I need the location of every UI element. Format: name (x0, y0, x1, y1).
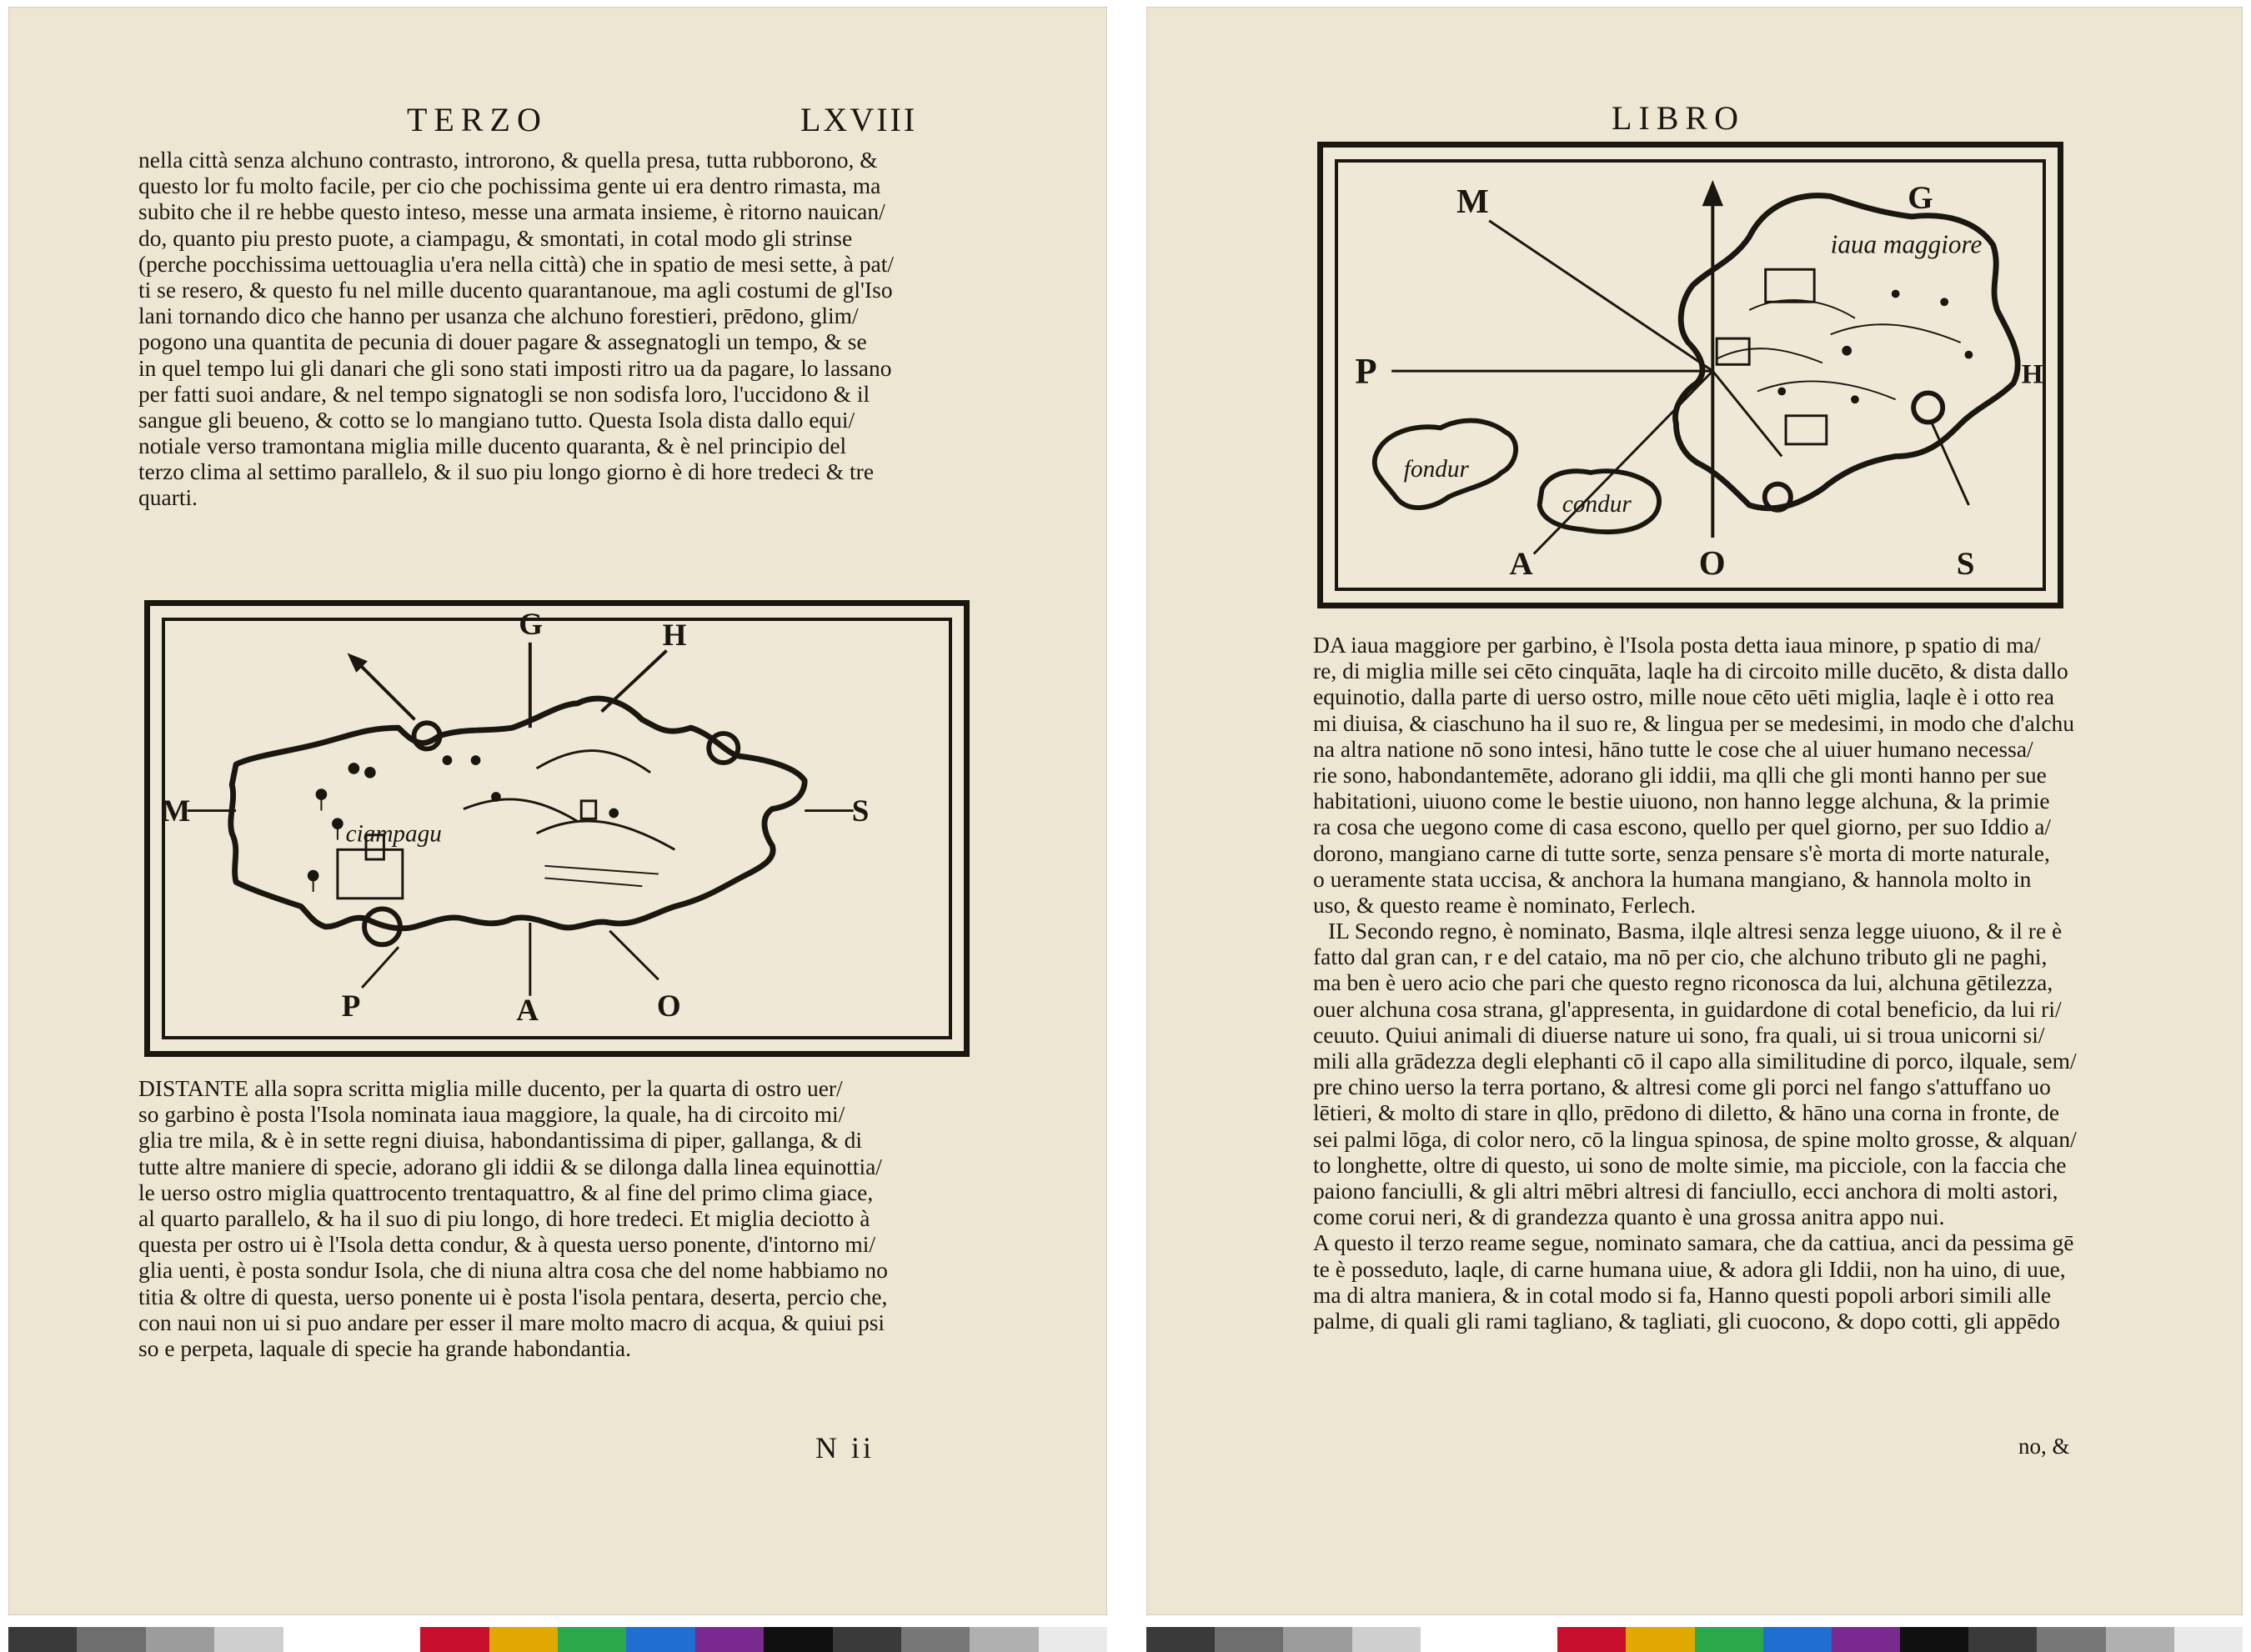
text-line: mili alla grādezza degli elephanti cō il capo alla similitudine di porco, ilquale, sem/ (1313, 1048, 2077, 1074)
text-line: questa per ostro ui è l'Isola detta condur, & à questa uerso ponente, d'intorno mi/ (138, 1231, 876, 1258)
svg-text:A: A (1509, 545, 1533, 582)
text-line: A questo il terzo reame segue, nominato samara, che da cattiua, anci da pessima gē (1313, 1229, 2074, 1256)
text-line: con naui non ui si puo andare per esser il mare molto macro di acqua, & quiui psi (138, 1309, 885, 1335)
island-label-fondur: fondur (1403, 455, 1469, 483)
text-line: in quel tempo lui gli danari che gli sono stati imposti ritro ua da pagare, lo lassano (138, 354, 892, 381)
text-line: do, quanto piu presto puote, a ciampagu, & smontati, in cotal modo gli strinse (138, 224, 853, 251)
color-patch (558, 1627, 626, 1652)
running-head-left: TERZO (407, 101, 548, 138)
color-patch (214, 1627, 283, 1652)
color-patch (626, 1627, 694, 1652)
left-text-top (138, 147, 894, 511)
text-line: DISTANTE alla sopra scritta miglia mille ducento, per la quarta di ostro uer/ (138, 1075, 843, 1101)
text-line: na altra natione nō sono intesi, hāno tutte le cose che al uiuer humano necessa/ (1313, 735, 2033, 762)
text-line: dorono, mangiano carne di tutte sorte, senza pensare s'è morta di morte naturale, (1313, 839, 2050, 866)
right-text-block (1313, 632, 2077, 1334)
text-line: to longhette, oltre di questo, ui sono de molte simie, ma picciole, con la faccia che (1313, 1151, 2067, 1178)
text-line: rie sono, habondantemēte, adorano gli iddii, ma qlli che gli monti hanno per sue (1313, 761, 2047, 788)
text-line: re, di miglia mille sei cēto cinquāta, laqle ha di circoito mille ducēto, & dista dallo (1313, 658, 2068, 684)
color-calibration-bar-right (1146, 1627, 2243, 1652)
color-patch (901, 1627, 970, 1652)
text-line: (perche pocchissima uettouaglia u'era nella città) che in spatio de mesi sette, à pat/ (138, 250, 894, 277)
color-patch (1626, 1627, 1694, 1652)
island-label-iaua: iaua maggiore (1830, 229, 1983, 259)
color-patch (1695, 1627, 1763, 1652)
running-head-right: LIBRO (1612, 99, 1745, 137)
color-patch (1763, 1627, 1832, 1652)
text-line: o ueramente stata uccisa, & anchora la humana mangiano, & hannola molto in (1313, 865, 2032, 892)
text-line: ma di altra maniera, & in cotal modo si fa, Hanno questi popoli arbori simili alle (1313, 1281, 2052, 1308)
catchword: no, & (2018, 1434, 2070, 1459)
svg-text:H: H (2021, 358, 2043, 390)
color-patch (2106, 1627, 2174, 1652)
text-line: ra cosa che uegono come di casa escono, quello per quel giorno, per suo Iddio a/ (1313, 813, 2052, 840)
color-patch (352, 1627, 420, 1652)
text-line: te è posseduto, laqle, di carne humana uiue, & adora gli Iddii, non ha uino, di uue, (1313, 1255, 2066, 1282)
color-patch (1215, 1627, 1283, 1652)
text-line: ma ben è uero acio che pari che questo regno riconosca da lui, alchuna gētilezza, (1313, 969, 2053, 996)
text-line: so e perpeta, laquale di specie ha grande habondantia. (138, 1334, 631, 1361)
text-line: equinotio, dalla parte di uerso ostro, mille noue cēto uēti miglia, laqle è i otto rea (1313, 683, 2054, 710)
text-line: per fatti suoi andare, & nel tempo signatogli se non sodisfa loro, l'uccidono & il (138, 380, 870, 407)
color-patch (764, 1627, 832, 1652)
color-patch (1832, 1627, 1900, 1652)
text-line: sei palmi lōga, di color nero, cō la lingua spinosa, de spine molto grosse, & alquan/ (1313, 1125, 2077, 1152)
color-patch (833, 1627, 901, 1652)
text-line: mi diuisa, & ciaschuno ha il suo re, & lingua per se medesimi, in modo che d'alchu (1313, 709, 2075, 736)
text-line: questo lor fu molto facile, per cio che pochissima gente ui era dentro rimasta, ma (138, 173, 881, 199)
color-patch (146, 1627, 214, 1652)
color-patch (1557, 1627, 1626, 1652)
svg-text:G: G (519, 608, 543, 643)
text-line: terzo clima al settimo parallelo, & il suo piu longo giorno è di hore tredeci & tre (138, 458, 875, 485)
svg-text:P: P (1355, 352, 1377, 392)
svg-text:P: P (341, 989, 361, 1024)
text-line: DA iaua maggiore per garbino, è l'Isola posta detta iaua minore, p spatio di ma/ (1313, 632, 2041, 658)
text-line: fatto dal gran can, r e del cataio, ma nō per cio, che alchuno tributo gli ne paghi, (1313, 944, 2048, 970)
color-calibration-bar-left (8, 1627, 1107, 1652)
color-patch (2037, 1627, 2105, 1652)
svg-text:O: O (1698, 543, 1726, 582)
text-line: quarti. (138, 484, 198, 511)
svg-text:O: O (656, 989, 681, 1024)
text-line: palme, di quali gli rami tagliano, & tagliati, gli cuocono, & dopo cotti, gli appēdo (1313, 1307, 2060, 1334)
text-line: ceuuto. Quiui animali di diuerse nature ui sono, fra quali, ui si troua unicorni si/ (1313, 1021, 2045, 1048)
color-patch (1489, 1627, 1557, 1652)
text-line: uso, & questo reame è nominato, Ferlech. (1313, 891, 1696, 918)
color-patch (1352, 1627, 1421, 1652)
color-patch (1421, 1627, 1489, 1652)
color-patch (1900, 1627, 1968, 1652)
svg-text:H: H (662, 618, 687, 653)
svg-text:G: G (1908, 180, 1933, 217)
color-patch (695, 1627, 764, 1652)
color-patch (489, 1627, 558, 1652)
left-text-bottom (138, 1075, 888, 1361)
island-label-condur: condur (1562, 490, 1632, 518)
svg-text:M: M (161, 794, 191, 829)
text-line: paiono fanciulli, & gli altri mēbri altresi di fanciullo, ecci anchora di molti astori, (1313, 1177, 2058, 1204)
text-line: le uerso ostro miglia quattrocento trentaquattro, & al fine del primo clima giace, (138, 1179, 874, 1205)
text-line: sangue gli beueno, & cotto se lo mangiano tutto. Questa Isola dista dallo equi/ (138, 406, 855, 433)
text-line: al quarto parallelo, & ha il suo di piu longo, di hore tredeci. Et miglia deciotto à (138, 1204, 870, 1231)
text-line: nella città senza alchuno contrasto, introrono, & quella presa, tutta rubborono, & (138, 147, 878, 173)
color-patch (2174, 1627, 2243, 1652)
text-line: glia tre mila, & è in sette regni diuisa, habondantissima di piper, gallanga, & di (138, 1127, 862, 1154)
color-patch (1968, 1627, 2037, 1652)
text-line: IL Secondo regno, è nominato, Basma, ilqle altresi senza legge uiuono, & il re è (1328, 918, 2063, 944)
color-patch (1039, 1627, 1107, 1652)
text-line: tutte altre maniere di specie, adorano gli iddii & se dilonga dalla linea equinottia/ (138, 1153, 882, 1179)
svg-text:A: A (516, 993, 539, 1028)
color-patch (1283, 1627, 1351, 1652)
right-page (1146, 7, 2243, 1615)
text-line: pogono una quantita de pecunia di douer pagare & assegnatogli un tempo, & se (138, 328, 867, 355)
text-line: lētieri, & molto di stare in qllo, prēdono di diletto, & hāno una corna in fronte, de (1313, 1099, 2060, 1126)
text-line: glia uenti, è posta sondur Isola, che di niuna altra cosa che del nome habbiamo no (138, 1257, 888, 1284)
signature-mark: N ii (815, 1431, 875, 1464)
svg-text:S: S (1956, 545, 1975, 582)
color-patch (77, 1627, 145, 1652)
island-label-ciampagu: ciampagu (345, 820, 442, 848)
map-iaua-maggiore (1317, 142, 2063, 608)
text-line: subito che il re hebbe questo inteso, messe una armata insieme, è ritorno nauican/ (138, 198, 885, 225)
color-patch (970, 1627, 1038, 1652)
map-ciampagu (144, 600, 970, 1057)
map-iaua-drawing (1323, 148, 2058, 603)
text-line: come corui neri, & di grandezza quanto è una grossa anitra appo nui. (1313, 1204, 1945, 1230)
text-line: ouer alchuna cosa strana, gl'appresenta, in guidardone di cotal beneficio, da lui ri/ (1313, 995, 2062, 1022)
color-patch (8, 1627, 77, 1652)
svg-text:M: M (1456, 183, 1489, 220)
color-patch (1146, 1627, 1215, 1652)
text-line: lani tornando dico che hanno per usanza che alchuno forestieri, prēdono, glim/ (138, 303, 859, 329)
text-line: so garbino è posta l'Isola nominata iaua maggiore, la quale, ha di circoito mi/ (138, 1101, 845, 1128)
text-line: titia & oltre di questa, uerso ponente ui è posta l'isola pentara, deserta, percio che, (138, 1283, 888, 1309)
folio-number: LXVIII (800, 101, 918, 138)
text-line: ti se resero, & questo fu nel mille ducento quarantanoue, ma agli costumi de gl'Iso (138, 276, 893, 303)
text-line: notiale verso tramontana miglia mille ducento quaranta, & è nel principio del (138, 433, 847, 459)
color-patch (420, 1627, 489, 1652)
text-line: habitationi, uiuono come le bestie uiuono, non hanno legge alchuna, & la primie (1313, 788, 2050, 814)
map-ciampagu-drawing (150, 606, 964, 1051)
color-patch (283, 1627, 352, 1652)
left-page (8, 7, 1107, 1615)
svg-text:S: S (851, 794, 870, 829)
text-line: pre chino uerso la terra portano, & altresi come gli porci nel fango s'attuffano uo (1313, 1074, 2051, 1100)
